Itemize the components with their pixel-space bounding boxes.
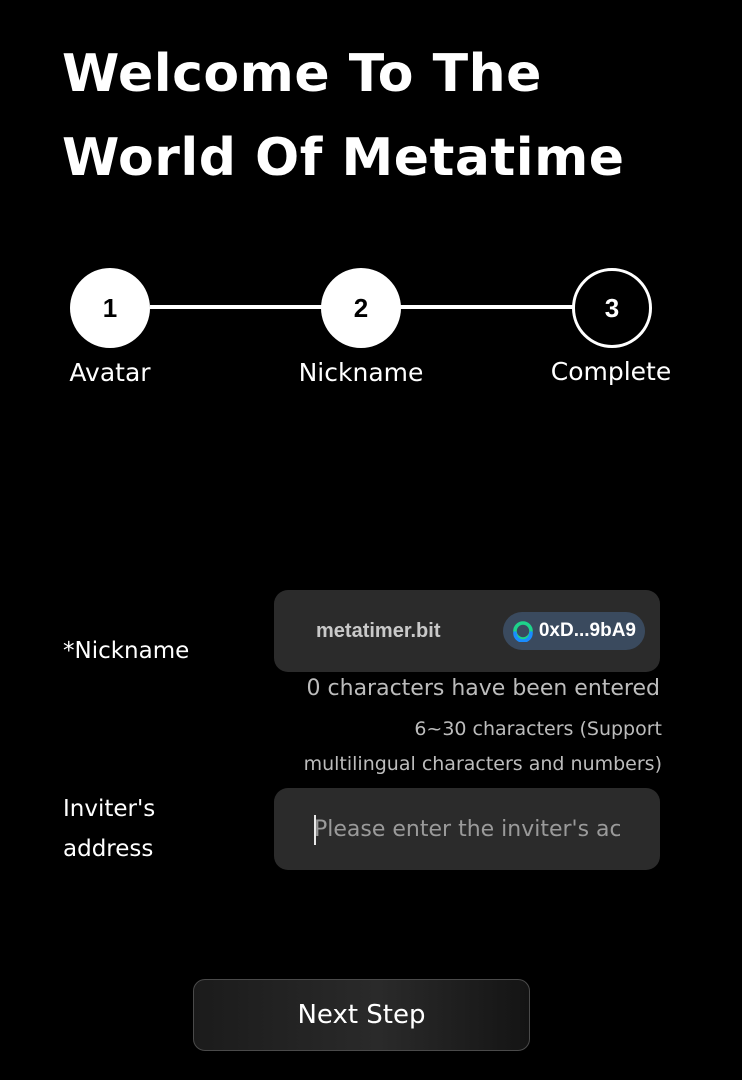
nickname-value: metatimer.bit (316, 619, 441, 642)
nickname-label: *Nickname (63, 638, 190, 664)
nickname-rule-line-1: 6~30 characters (Support (414, 718, 662, 740)
inviter-address-input[interactable] (314, 788, 620, 870)
character-count-hint: 0 characters have been entered (306, 676, 660, 701)
step-1-number: 1 (102, 292, 118, 323)
wallet-address-badge[interactable] (503, 612, 645, 650)
page-title (62, 32, 702, 200)
inviter-label-line-2: address (63, 836, 154, 862)
text-caret (314, 815, 316, 845)
step-2-number: 2 (353, 292, 369, 323)
nickname-field[interactable] (274, 590, 660, 672)
step-1-label: Avatar (69, 358, 151, 387)
step-1-circle (70, 268, 150, 348)
step-2-circle (321, 268, 401, 348)
stepper-connector-1-2 (150, 305, 322, 309)
inviter-label-line-1: Inviter's (63, 796, 156, 822)
step-3-circle (572, 268, 652, 348)
page-title-line-2: World Of Metatime (62, 128, 625, 188)
inviter-address-field[interactable] (274, 788, 660, 870)
wallet-address-text: 0xD...9bA9 (538, 620, 636, 641)
page-title-line-1: Welcome To The (62, 44, 542, 104)
next-step-button[interactable]: Next Step (193, 979, 530, 1051)
step-3-label: Complete (550, 357, 672, 386)
step-3-number: 3 (604, 292, 620, 323)
nickname-rule-line-2: multilingual characters and numbers) (303, 753, 662, 775)
inviter-address-label (63, 789, 155, 869)
green-ring-icon (512, 620, 534, 642)
step-2-label: Nickname (298, 358, 424, 387)
stepper-connector-2-3 (400, 305, 574, 309)
